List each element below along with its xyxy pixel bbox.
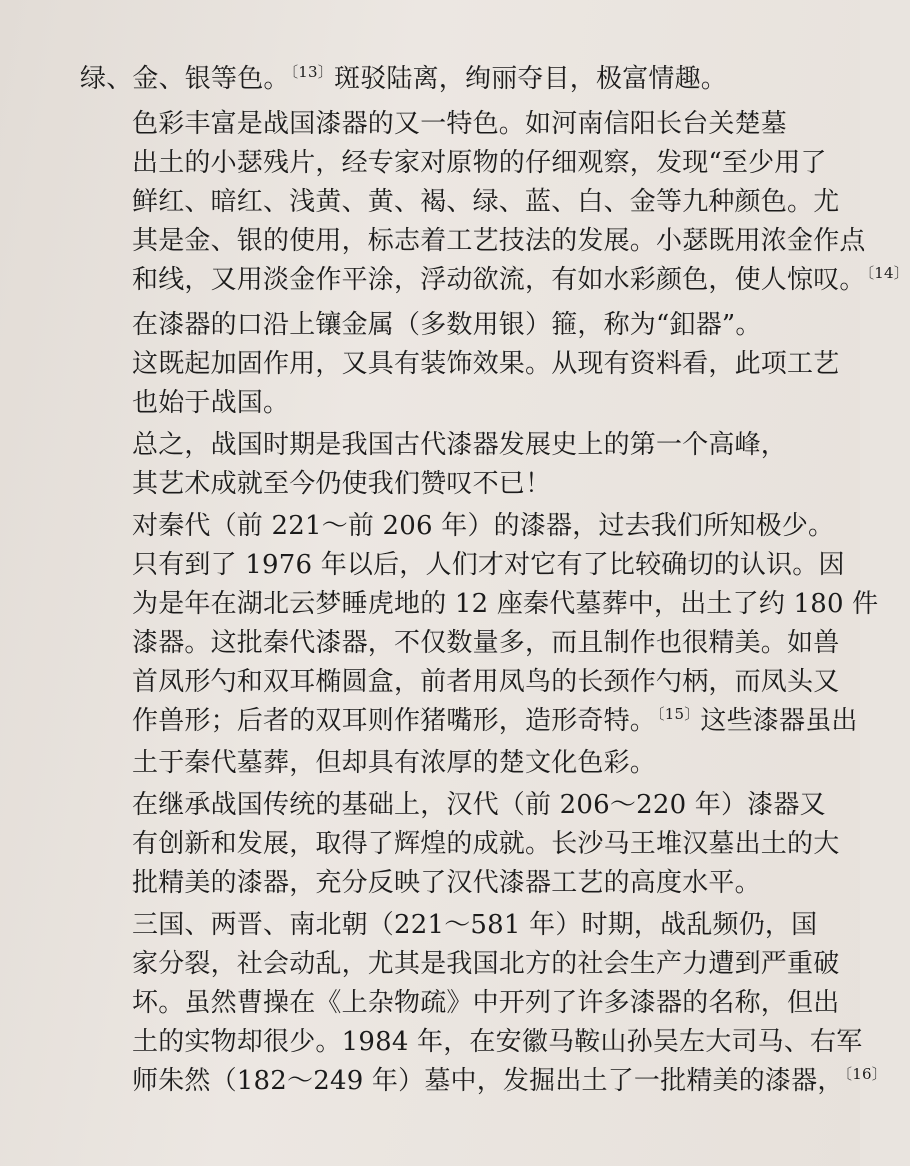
text-run: 漆器。这批秦代漆器，不仅数量多，而且制作也很精美。如兽 [132, 628, 840, 658]
text-line [80, 744, 800, 783]
text-line [80, 1062, 887, 1104]
paragraph [80, 507, 879, 783]
text-run: 这既起加固作用，又具有装饰效果。从现有资料看，此项工艺 [132, 349, 840, 379]
footnote-ref: 〔15〕 [657, 705, 700, 723]
text-run: 色彩丰富是战国漆器的又一特色。如河南信阳长台关楚墓 [132, 109, 788, 139]
text-run: 对秦代（前 221～前 206 年）的漆器，过去我们所知极少。 [132, 511, 835, 541]
body-text [80, 60, 909, 1104]
text-line [80, 222, 866, 261]
text-line [80, 786, 826, 825]
text-run: 这些漆器虽出 [700, 706, 858, 736]
text-run: 有创新和发展，取得了辉煌的成就。长沙马王堆汉墓出土的大 [132, 829, 840, 859]
text-line [80, 546, 845, 585]
text-line [80, 507, 835, 546]
text-run: 也始于战国。 [132, 388, 290, 418]
text-line [80, 864, 800, 903]
text-run: 鲜红、暗红、浅黄、黄、褐、绿、蓝、白、金等九种颜色。尤 [132, 187, 840, 217]
text-run: 土的实物却很少。1984 年，在安徽马鞍山孙吴左大司马、右军 [132, 1027, 863, 1057]
text-run: 总之，战国时期是我国古代漆器发展史上的第一个高峰， [132, 430, 788, 460]
text-run: 在漆器的口沿上镶金属（多数用银）箍，称为“釦器”。 [132, 310, 762, 340]
footnote-ref: 〔16〕 [844, 1065, 887, 1083]
text-line [80, 906, 818, 945]
footnote-ref: 〔14〕 [866, 264, 909, 282]
text-run: 在继承战国传统的基础上，汉代（前 206～220 年）漆器又 [132, 790, 826, 820]
paragraph [80, 906, 887, 1104]
text-line [80, 105, 800, 144]
paragraph [80, 426, 800, 504]
text-line [80, 984, 840, 1023]
text-run: 坏。虽然曹操在《上杂物疏》中开列了许多漆器的名称，但出 [132, 988, 840, 1018]
text-run: 作兽形；后者的双耳则作猪嘴形，造形奇特。 [132, 706, 657, 736]
text-run: 土于秦代墓葬，但却具有浓厚的楚文化色彩。 [132, 748, 657, 778]
text-run: 师朱然（182～249 年）墓中，发掘出土了一批精美的漆器， [132, 1066, 844, 1096]
paragraph [80, 60, 800, 102]
text-run: 其是金、银的使用，标志着工艺技法的发展。小瑟既用浓金作点 [132, 226, 866, 256]
text-line [80, 945, 840, 984]
text-run: 和线，又用淡金作平涂，浮动欲流，有如水彩颜色，使人惊叹。 [132, 265, 866, 295]
text-line [80, 663, 840, 702]
text-run: 只有到了 1976 年以后，人们才对它有了比较确切的认识。因 [132, 550, 845, 580]
text-line [80, 144, 827, 183]
paragraph [80, 105, 909, 303]
text-run: 绿、金、银等色。 [80, 64, 290, 94]
text-run: 为是年在湖北云梦睡虎地的 12 座秦代墓葬中，出土了约 180 件 [132, 589, 879, 619]
paragraph [80, 786, 840, 903]
text-line [80, 585, 879, 624]
text-run: 其艺术成就至今仍使我们赞叹不已！ [132, 469, 552, 499]
text-line [80, 384, 800, 423]
text-run: 出土的小瑟残片，经专家对原物的仔细观察，发现“至少用了 [132, 148, 827, 178]
text-line [80, 306, 800, 345]
text-run: 批精美的漆器，充分反映了汉代漆器工艺的高度水平。 [132, 868, 761, 898]
text-run: 三国、两晋、南北朝（221～581 年）时期，战乱频仍，国 [132, 910, 818, 940]
footnote-ref: 〔13〕 [290, 63, 333, 81]
text-line [80, 261, 909, 303]
text-run: 家分裂，社会动乱，尤其是我国北方的社会生产力遭到严重破 [132, 949, 840, 979]
text-run: 首凤形勺和双耳椭圆盒，前者用凤鸟的长颈作勺柄，而凤头又 [132, 667, 840, 697]
text-line [80, 345, 840, 384]
text-line [80, 465, 800, 504]
text-line [80, 426, 800, 465]
text-line [80, 1023, 863, 1062]
text-line [80, 624, 840, 663]
text-run: 斑驳陆离，绚丽夺目，极富情趣。 [334, 64, 728, 94]
text-line [80, 702, 858, 744]
text-line [80, 183, 840, 222]
text-line [80, 60, 800, 102]
paragraph [80, 306, 840, 423]
text-line [80, 825, 840, 864]
